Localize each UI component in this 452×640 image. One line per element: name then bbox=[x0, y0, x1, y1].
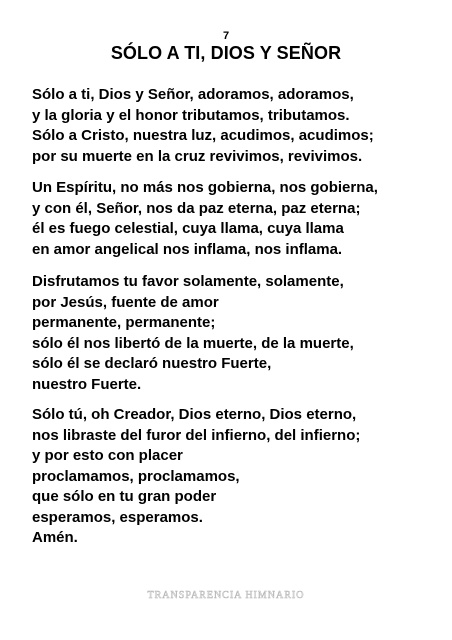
stanza-line: nuestro Fuerte. bbox=[32, 375, 142, 393]
stanza-line: Disfrutamos tu favor solamente, solamente, bbox=[32, 273, 344, 290]
stanza-line: que sólo en tu gran poder bbox=[32, 488, 217, 505]
stanza-line: y por esto con placer bbox=[32, 447, 183, 464]
stanza-line: sólo él nos libertó de la muerte, de la muerte, bbox=[32, 334, 354, 352]
stanza-2 bbox=[32, 178, 432, 260]
stanza-line: y la gloria y el honor tributamos, tributamos. bbox=[32, 106, 350, 124]
stanza-line: permanente, permanente; bbox=[32, 314, 216, 331]
stanza-3 bbox=[32, 272, 432, 395]
stanza-line: Amén. bbox=[32, 529, 78, 546]
stanza-line: por Jesús, fuente de amor bbox=[32, 293, 219, 311]
stanza-line: Sólo a Cristo, nuestra luz, acudimos, acudimos; bbox=[32, 127, 374, 144]
stanza-1 bbox=[32, 85, 432, 167]
stanza-line: esperamos, esperamos. bbox=[32, 508, 203, 526]
stanza-line: y con él, Señor, nos da paz eterna, paz eterna; bbox=[32, 199, 361, 217]
stanza-4 bbox=[32, 405, 432, 549]
hymn-number: 7 bbox=[222, 30, 230, 42]
stanza-line: sólo él se declaró nuestro Fuerte, bbox=[32, 355, 272, 372]
stanza-line: Un Espíritu, no más nos gobierna, nos gobierna, bbox=[32, 179, 378, 196]
stanza-line: él es fuego celestial, cuya llama, cuya llama bbox=[32, 220, 344, 237]
stanza-line: Sólo tú, oh Creador, Dios eterno, Dios eterno, bbox=[32, 406, 357, 423]
stanza-line: nos libraste del furor del infierno, del infierno; bbox=[32, 426, 361, 444]
stanza-line: en amor angelical nos inflama, nos inflama. bbox=[32, 240, 343, 258]
stanza-line: por su muerte en la cruz revivimos, revivimos. bbox=[32, 147, 363, 165]
hymn-title: SÓLO A TI, DIOS Y SEÑOR bbox=[110, 43, 342, 63]
footer-watermark: TRANSPARENCIA HIMNARIO bbox=[147, 590, 305, 601]
stanza-line: Sólo a ti, Dios y Señor, adoramos, adoramos, bbox=[32, 86, 354, 103]
stanza-line: proclamamos, proclamamos, bbox=[32, 467, 240, 485]
